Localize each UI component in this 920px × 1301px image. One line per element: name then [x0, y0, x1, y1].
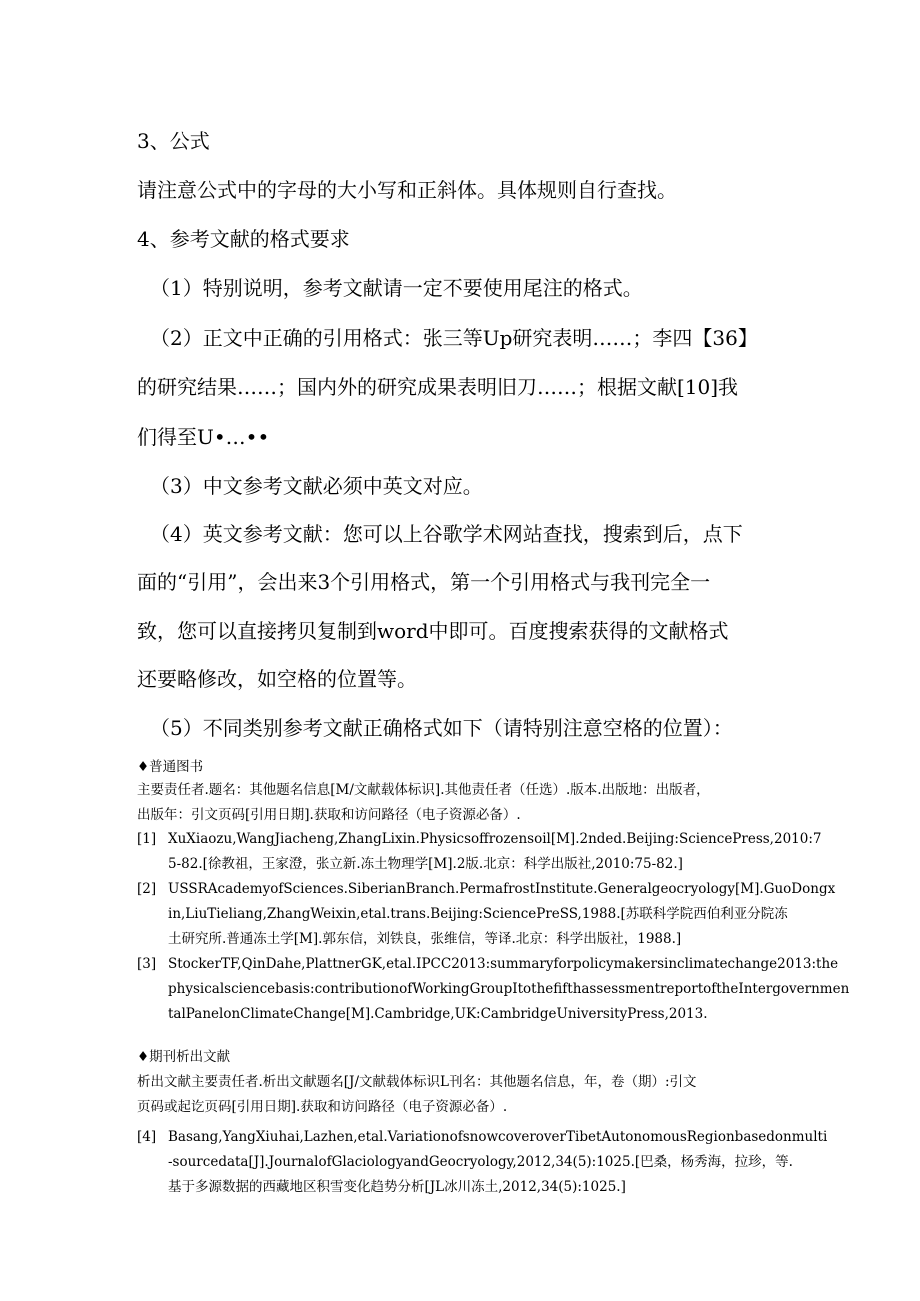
ref-4-line-2: -sourcedata[J].JournalofGlaciologyandGeocryology,2012,34(5):1025.[巴桑，杨秀海，拉珍，等. — [168, 1154, 793, 1170]
ref-2-line-1: USSRAcademyofSciences.SiberianBranch.PermafrostInstitute.Generalgeocryology[M].GuoDongx — [168, 881, 836, 897]
section-4-item-4-line-2: 面的“引用”，会出来3个引用格式，第一个引用格式与我刊完全一 — [137, 570, 711, 594]
ref-4-line-3: 基于多源数据的西藏地区积雪变化趋势分析[JL冰川冻土,2012,34(5):1025.] — [168, 1179, 626, 1195]
ref-number: [3] — [137, 956, 157, 972]
section-4-heading: 4、参考文献的格式要求 — [137, 227, 350, 251]
ref-1-line-1: XuXiaozu,WangJiacheng,ZhangLixin.Physicsoffrozensoil[M].2nded.Beijing:SciencePress,2010:7 — [168, 831, 822, 847]
ref-number: [1] — [137, 831, 157, 847]
section-4-item-5: （5）不同类别参考文献正确格式如下（请特别注意空格的位置）： — [150, 716, 733, 740]
section-4-item-4-line-3: 致，您可以直接拷贝复制到word中即可。百度搜索获得的文献格式 — [137, 619, 729, 643]
ref-2-line-2: in,LiuTieliang,ZhangWeixin,etal.trans.Beijing:SciencePreSS,1988.[苏联科学院西伯利亚分院冻 — [168, 906, 788, 922]
journals-template-line-1: 析出文献主要责任者.析出文献题名[J/文献载体标识L刊名：其他题名信息，年，卷（期）:引文 — [137, 1074, 697, 1090]
ref-2-line-3: 土研究所.普通冻土学[M].郭东信，刘铁良，张维信，等译.北京：科学出版社，1988.] — [168, 931, 682, 947]
ref-3-line-1: StockerTF,QinDahe,PlattnerGK,etal.IPCC2013:summaryforpolicymakersinclimatechange2013:the — [168, 956, 839, 972]
section-4-item-3: （3）中文参考文献必须中英文对应。 — [150, 474, 483, 498]
ref-4-line-1: Basang,YangXiuhai,Lazhen,etal.VariationofsnowcoveroverTibetAutonomousRegionbasedonmulti — [168, 1129, 828, 1145]
ref-3-line-3: talPanelonClimateChange[M].Cambridge,UK:CambridgeUniversityPress,2013. — [168, 1006, 708, 1022]
section-4-item-2-line-3: 们得至U•…•• — [137, 425, 270, 449]
ref-3-line-2: physicalsciencebasis:contributionofWorkingGroupItothefifthassessmentreportoftheIntergovernmen — [168, 981, 850, 997]
ref-number: [2] — [137, 881, 157, 897]
section-4-item-4-line-4: 还要略修改，如空格的位置等。 — [137, 667, 417, 691]
section-3-heading: 3、公式 — [137, 129, 210, 153]
books-title: ♦普通图书 — [137, 759, 204, 775]
books-template-line-2: 出版年：引文页码[引用日期].获取和访问路径（电子资源必备）. — [137, 807, 521, 823]
ref-1-line-2: 5-82.[徐教祖，王家澄，张立新.冻土物理学[M].2版.北京：科学出版社,2010:75-82.] — [168, 856, 683, 872]
section-4-item-2-line-1: （2）正文中正确的引用格式：张三等Up研究表明……；李四【36】 — [150, 326, 758, 350]
ref-number: [4] — [137, 1129, 157, 1145]
journals-title: ♦期刊析出文献 — [137, 1049, 231, 1065]
section-4-item-2-line-2: 的研究结果……；国内外的研究成果表明旧刀……；根据文献[10]我 — [137, 375, 739, 399]
section-4-item-4-line-1: （4）英文参考文献：您可以上谷歌学术网站查找，搜索到后，点下 — [150, 522, 743, 546]
section-3-body: 请注意公式中的字母的大小写和正斜体。具体规则自行查找。 — [137, 178, 677, 202]
books-template-line-1: 主要责任者.题名：其他题名信息[M/文献载体标识].其他责任者（任选）.版本.出版地：出版者， — [137, 782, 710, 798]
section-4-item-1: （1）特别说明，参考文献请一定不要使用尾注的格式。 — [150, 276, 643, 300]
journals-template-line-2: 页码或起讫页码[引用日期].获取和访问路径（电子资源必备）. — [137, 1099, 508, 1115]
